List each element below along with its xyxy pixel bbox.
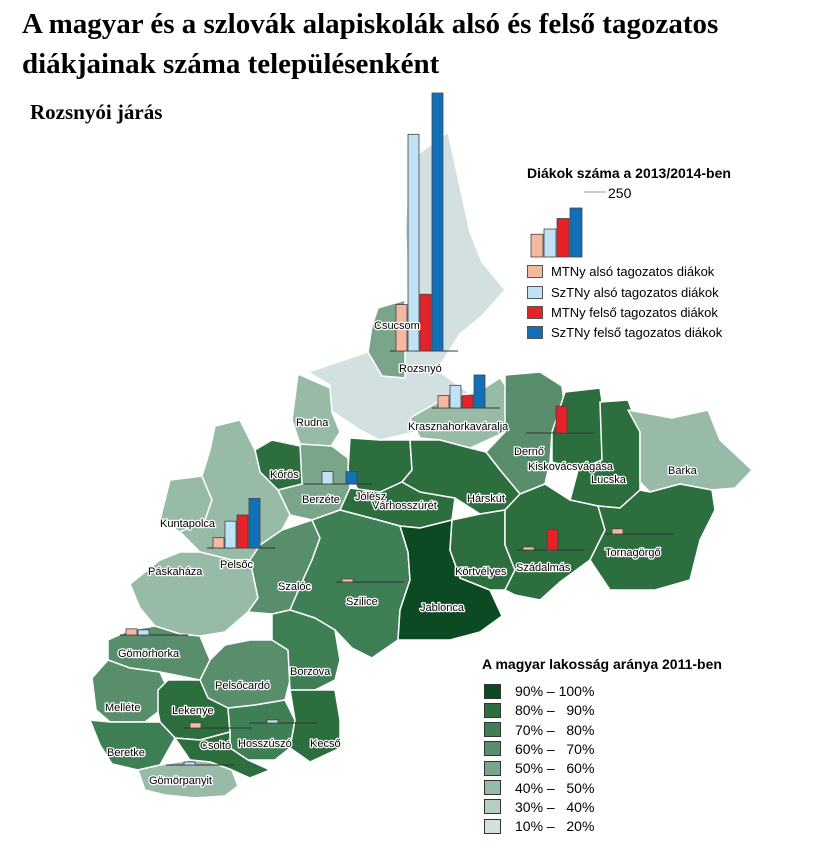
student-bar — [249, 498, 260, 548]
region-subtitle: Rozsnyói járás — [30, 100, 163, 124]
student-bar — [462, 396, 473, 408]
population-legend-item — [484, 683, 594, 699]
place-label: Szádalmás — [516, 562, 571, 574]
student-bar — [138, 630, 149, 635]
population-legend-item — [484, 722, 594, 738]
place-label: Szalóc — [278, 581, 312, 593]
place-label: Tornagörgő — [605, 547, 661, 559]
place-label: Krasznahorkaváralja — [408, 421, 509, 433]
student-bar — [346, 472, 357, 484]
region-pelsocardo[interactable] — [200, 640, 290, 708]
student-bar — [438, 396, 449, 408]
place-label: Várhosszúrét — [372, 500, 437, 512]
legend-label: MTNy alsó tagozatos diákok — [551, 264, 715, 279]
legend-sample-bar — [531, 234, 543, 257]
legend-label: 80% – 90% — [515, 702, 595, 719]
place-label: Körtvélyes — [455, 566, 507, 578]
population-legend-title: A magyar lakosság aránya 2011-ben — [482, 656, 722, 672]
region-beretke[interactable] — [90, 720, 175, 770]
student-bar — [225, 521, 236, 548]
student-bar — [556, 406, 567, 433]
student-bar — [420, 294, 431, 351]
legend-swatch — [484, 761, 501, 776]
student-bar — [190, 723, 201, 728]
student-bar — [342, 579, 353, 582]
student-bar — [237, 515, 248, 548]
region-kecso[interactable] — [290, 690, 340, 762]
place-label: Berzéte — [302, 494, 340, 506]
place-label: Szilice — [346, 596, 378, 608]
legend-swatch — [484, 799, 501, 814]
legend-label: 90% – 100% — [515, 683, 595, 699]
student-legend-chart — [531, 185, 632, 257]
legend-label: 70% – 80% — [515, 721, 595, 738]
legend-label: 60% – 70% — [515, 740, 595, 757]
place-label: Jólész — [355, 491, 387, 503]
place-label: Csoltó — [200, 740, 232, 752]
student-bar — [408, 134, 419, 351]
population-legend-item — [484, 799, 594, 815]
place-label: Melléte — [105, 702, 141, 714]
legend-label: SzTNy felső tagozatos diákok — [551, 325, 723, 340]
legend-swatch — [484, 741, 501, 756]
student-legend-item-2 — [527, 285, 719, 300]
student-legend-item-1 — [527, 264, 714, 279]
student-bar — [474, 375, 485, 408]
student-bar — [126, 629, 137, 635]
legend-label: MTNy felső tagozatos diákok — [551, 305, 718, 320]
student-legend-item-4 — [527, 325, 722, 340]
map-title: A magyar és a szlovák alapiskolák alsó és felső tagozatos diákjainak száma településenként — [22, 8, 719, 80]
student-bar — [523, 547, 534, 550]
student-bar — [213, 538, 224, 548]
legend-swatch — [484, 684, 501, 699]
population-legend-item — [484, 780, 594, 796]
place-label: Kuntapolca — [160, 518, 216, 530]
population-legend-item — [484, 760, 594, 776]
student-bar — [547, 529, 558, 550]
place-label: Rudna — [296, 417, 329, 429]
legend-swatch — [527, 286, 543, 299]
student-legend-title: Diákok száma a 2013/2014-ben — [527, 165, 731, 181]
population-legend-item — [484, 702, 594, 718]
population-legend-item — [484, 741, 594, 757]
place-label: Lekenye — [172, 705, 214, 717]
place-label: Jablonca — [420, 602, 465, 614]
legend-sample-bar — [557, 219, 569, 258]
scale-value: 250 — [608, 185, 632, 201]
legend-swatch — [484, 819, 501, 834]
student-bar — [432, 93, 443, 351]
place-label: Pelsőcardó — [215, 680, 271, 692]
legend-label: SzTNy alsó tagozatos diákok — [551, 285, 719, 300]
legend-label: 40% – 50% — [515, 779, 595, 796]
place-label: Lucska — [591, 474, 626, 486]
place-label: Rozsnyó — [399, 363, 442, 375]
place-label: Gömörhorka — [118, 648, 180, 660]
place-label: Kőrös — [270, 469, 299, 481]
legend-sample-bar — [544, 229, 556, 257]
legend-label: 30% – 40% — [515, 798, 595, 815]
student-bar — [322, 472, 333, 484]
place-label: Beretke — [107, 747, 145, 759]
place-label: Barka — [668, 465, 697, 477]
place-label: Hosszúszó — [238, 738, 292, 750]
legend-swatch — [527, 265, 543, 278]
legend-swatch — [484, 780, 501, 795]
legend-sample-bar — [570, 208, 582, 257]
legend-swatch — [484, 703, 501, 718]
student-legend-item-3 — [527, 305, 718, 320]
population-legend-item — [484, 818, 594, 834]
place-label: Dernő — [514, 446, 544, 458]
student-bar — [267, 720, 278, 723]
municipality-regions — [90, 132, 752, 798]
place-label: Kiskovácsvágása — [528, 461, 613, 473]
place-label: Gömörpanyit — [149, 775, 212, 787]
student-bar — [612, 529, 623, 534]
place-label: Páskaháza — [148, 566, 203, 578]
student-bar — [184, 762, 195, 765]
place-label: Pelsőc — [220, 559, 254, 571]
region-barka[interactable] — [628, 410, 752, 492]
legend-swatch — [527, 306, 543, 319]
region-hosszuszo[interactable] — [228, 700, 295, 760]
place-label: Csucsom — [374, 320, 420, 332]
place-label: Borzova — [290, 666, 331, 678]
legend-label: 50% – 60% — [515, 760, 595, 777]
place-label: Hárskút — [467, 493, 505, 505]
legend-swatch — [484, 722, 501, 737]
legend-label: 10% – 20% — [515, 818, 595, 835]
legend-swatch — [527, 326, 543, 339]
place-label: Kecső — [310, 738, 341, 750]
student-bar — [450, 385, 461, 408]
